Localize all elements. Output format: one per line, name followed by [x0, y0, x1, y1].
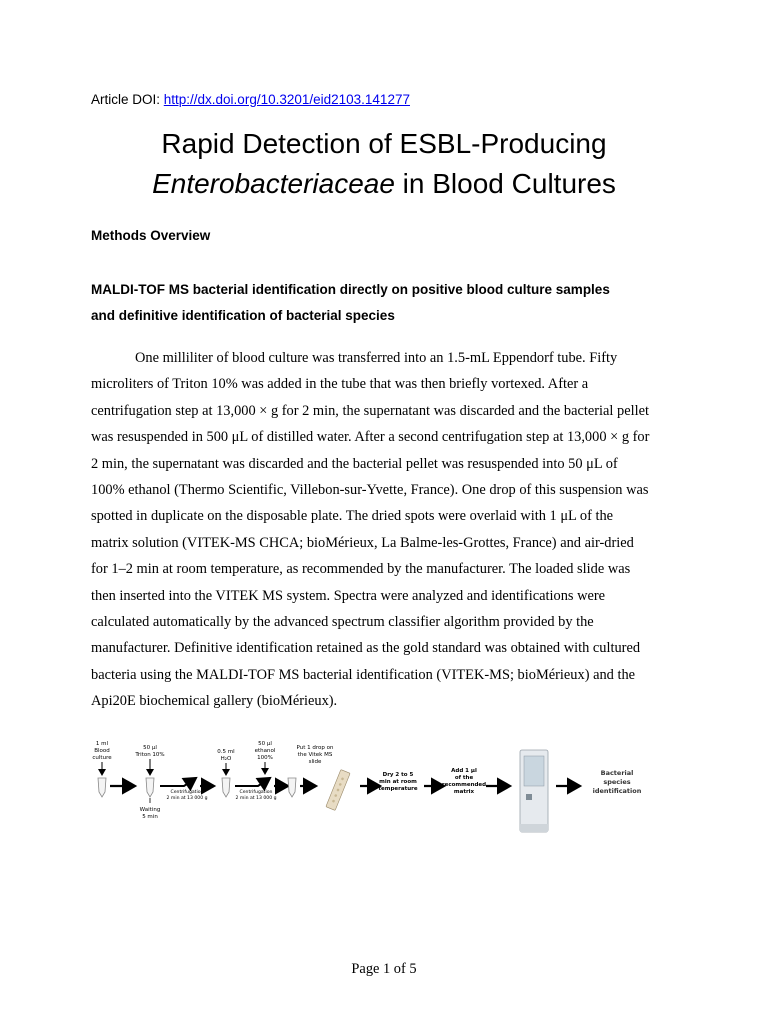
step1-line: culture: [92, 755, 112, 761]
centrifugation-arrow: [235, 778, 270, 786]
paragraph-line: was resuspended in 500 μL of distilled water. After a second centrifugation step at 13,000 × g for: [91, 429, 650, 446]
subheading-line-2: and definitive identification of bacterial species: [91, 308, 395, 323]
workflow-diagram: [90, 734, 680, 834]
title-line-2-rest: in Blood Cultures: [394, 168, 616, 199]
vitek-ms-instrument-icon: [520, 750, 548, 832]
paragraph-line: for 1–2 min at room temperature, as recommended by the manufacturer. The loaded slide was: [91, 561, 631, 578]
slide-icon: [326, 770, 350, 811]
step-result: [593, 769, 642, 795]
step2-line: Triton 10%: [135, 752, 165, 758]
step4-line: 100%: [257, 755, 273, 761]
centrifugation-2-label: [235, 789, 276, 801]
methods-paragraph: [91, 345, 681, 715]
matrix-line: Add 1 µl: [451, 768, 477, 774]
doi-link[interactable]: http://dx.doi.org/10.3201/eid2103.141277: [163, 92, 410, 107]
step1-line: 1 ml: [95, 741, 109, 747]
result-line: identification: [592, 787, 642, 795]
paragraph-line: then inserted into the VITEK MS system. Spectra were analyzed and identifications were: [91, 587, 606, 604]
paragraph-line: manufacturer. Definitive identification retained as the gold standard was obtained with cultured: [91, 640, 641, 657]
article-title: [0, 124, 768, 204]
section-heading: Methods Overview: [91, 228, 211, 243]
title-line-1: Rapid Detection of ESBL-Producing: [161, 128, 607, 159]
paragraph-line: 2 min, the supernatant was discarded and the bacterial pellet was resuspended into 50 μL of: [91, 455, 618, 472]
step4-line: 50 µl: [258, 741, 272, 747]
waiting-label: [140, 807, 161, 820]
paragraph-line: centrifugation step at 13,000 × g for 2 min, the supernatant was discarded and the bacterial pellet: [91, 402, 649, 419]
step5-line: slide: [308, 759, 322, 765]
title-italic-term: Enterobacteriaceae: [152, 168, 395, 199]
step-put-drop: [297, 745, 334, 765]
dry-line: Dry 2 to 5: [382, 772, 414, 778]
article-doi: [91, 92, 410, 107]
paragraph-line: 100% ethanol (Thermo Scientific, Villebon-sur-Yvette, France). One drop of this suspension was: [91, 482, 649, 499]
centri2-line: 2 min at 13 000 g: [235, 796, 277, 801]
result-line: species: [603, 778, 631, 786]
step3-line: 0.5 ml: [217, 749, 235, 755]
paragraph-line: bacteria using the MALDI-TOF MS bacterial identification (VITEK-MS; bioMérieux) and the: [91, 666, 636, 683]
paragraph-line: calculated automatically by the advanced spectrum classifier algorithm provided by the: [91, 614, 594, 631]
matrix-line: matrix: [453, 789, 475, 795]
doi-label: Article DOI:: [91, 92, 164, 107]
step1-line: Blood: [94, 748, 110, 754]
workflow-figure: [90, 734, 680, 834]
subheading: [91, 277, 691, 329]
tube-icon: [98, 778, 106, 797]
step3-line: H₂O: [220, 756, 232, 762]
step5-line: the Vitek MS: [297, 752, 333, 758]
paragraph-line: One milliliter of blood culture was transferred into an 1.5-mL Eppendorf tube. Fifty: [135, 350, 618, 366]
result-line: Bacterial: [600, 769, 634, 777]
dry-line: temperature: [378, 786, 418, 792]
dry-line: min at room: [379, 779, 417, 785]
step-water: [217, 749, 235, 762]
step2-line: 50 µl: [143, 745, 157, 751]
centri1-line: Centrifugation: [170, 790, 204, 795]
paragraph-line: matrix solution (VITEK-MS CHCA; bioMérieux, La Balme-les-Grottes, France) and air-dried: [91, 534, 634, 551]
step-dry: [378, 772, 417, 792]
step-triton: [134, 745, 164, 758]
tube-icon: [222, 778, 230, 797]
waiting-line: Waiting: [139, 807, 161, 813]
tube-icon: [146, 778, 154, 797]
subheading-line-1: MALDI-TOF MS bacterial identification directly on positive blood culture samples: [91, 282, 610, 297]
waiting-line: 5 min: [142, 814, 158, 820]
paragraph-line: Api20E biochemical gallery (bioMérieux).: [91, 693, 338, 710]
centrifugation-arrow: [160, 778, 196, 786]
step-matrix: [442, 768, 486, 795]
step4-line: ethanol: [254, 748, 276, 754]
paragraph-line: spotted in duplicate on the disposable plate. The dried spots were overlaid with 1 μL of the: [91, 508, 614, 525]
paragraph-line: microliters of Triton 10% was added in the tube that was then briefly vortexed. After a: [91, 376, 589, 393]
centri1-line: 2 min at 13 000 g: [166, 796, 208, 801]
page-number: Page 1 of 5: [351, 961, 417, 977]
step5-line: Put 1 drop on: [296, 745, 334, 751]
step-blood-culture: [92, 741, 112, 761]
matrix-line: recommended: [441, 782, 487, 788]
tube-icon: [288, 778, 296, 797]
matrix-line: of the: [454, 775, 474, 781]
centrifugation-1-label: [166, 789, 207, 801]
step-ethanol: [255, 741, 276, 761]
title-line-2: [0, 164, 768, 204]
centri2-line: Centrifugation: [239, 790, 273, 795]
